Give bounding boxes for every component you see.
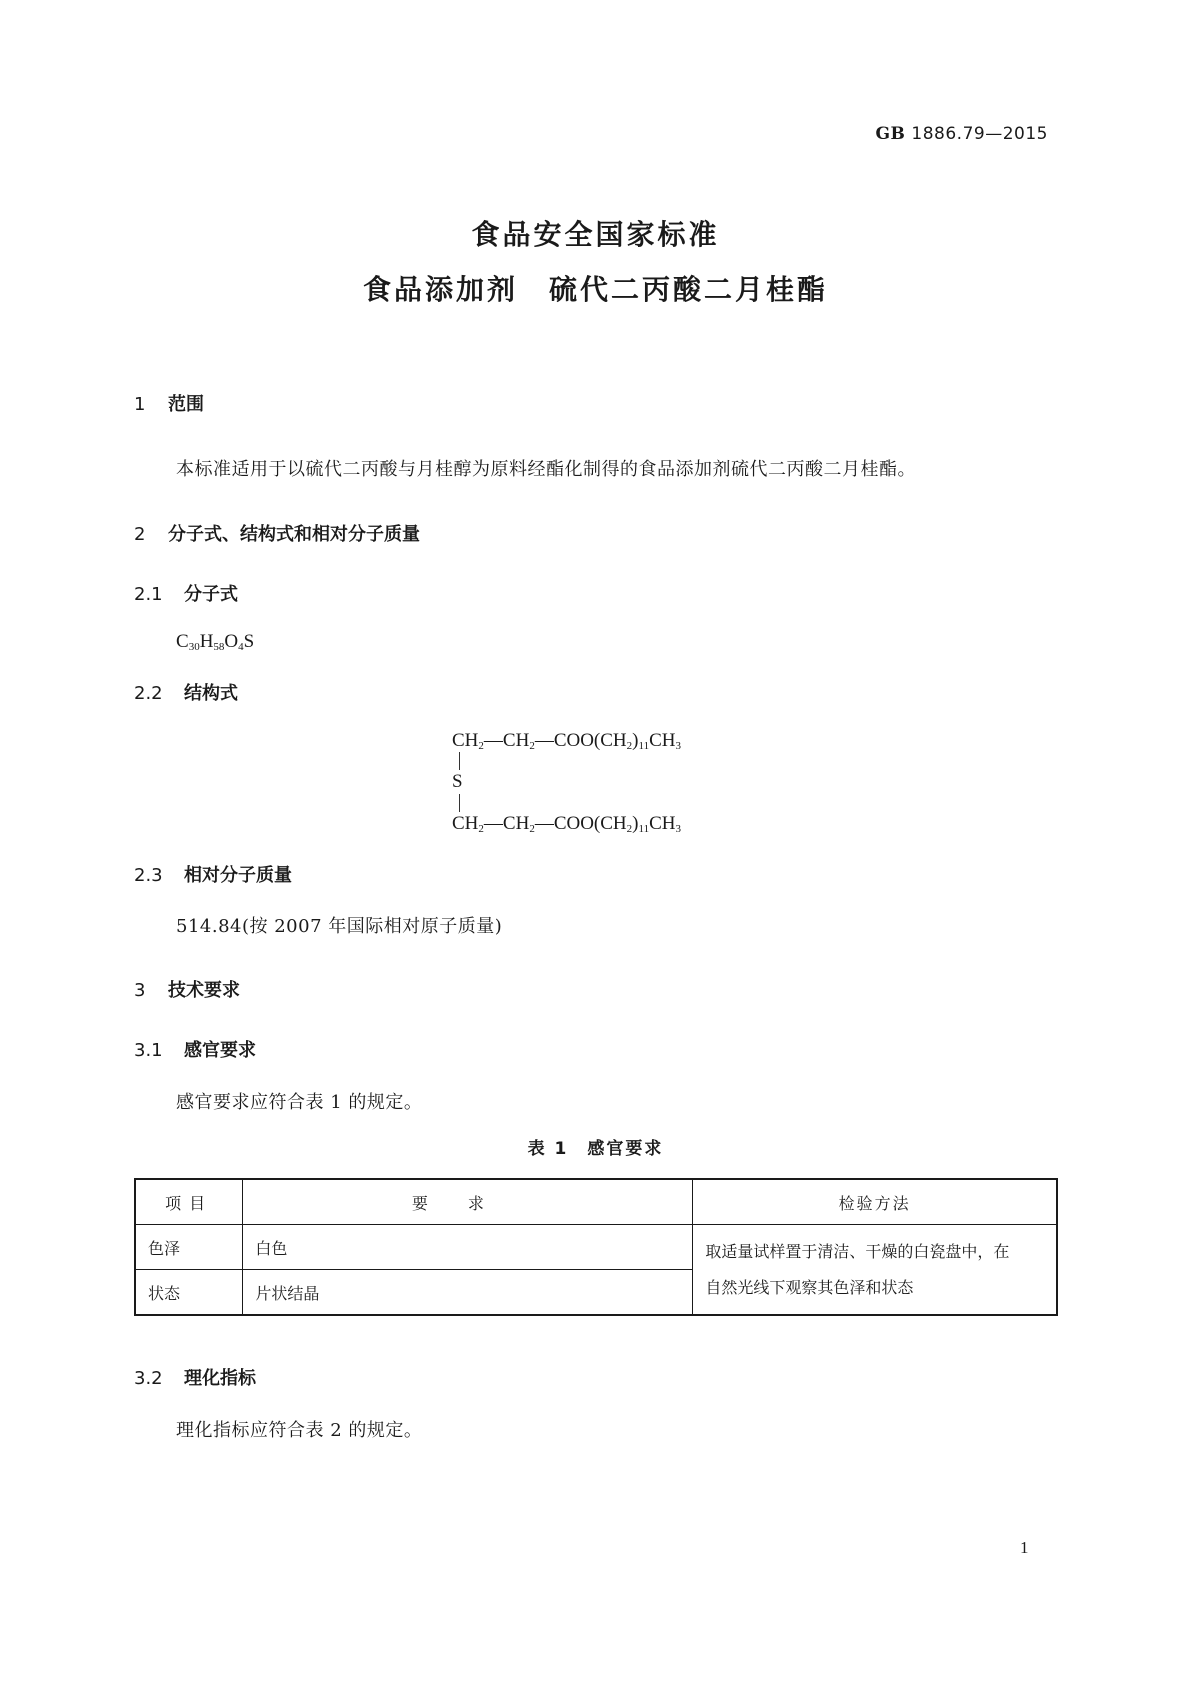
table-cell-requirement: 片状结晶 xyxy=(243,1270,693,1316)
subsection-heading-structural-formula xyxy=(134,679,238,705)
section-number: 2 xyxy=(134,524,146,545)
subsection-heading-sensory xyxy=(134,1036,256,1062)
section-number: 3.2 xyxy=(134,1368,163,1389)
section-number: 1 xyxy=(134,394,146,415)
table-caption: 表 1 感官要求 xyxy=(527,1139,664,1159)
table-cell-requirement: 白色 xyxy=(243,1225,693,1270)
method-line: 取适量试样置于清洁、干燥的白瓷盘中，在 xyxy=(705,1241,1010,1261)
table-header-cell: 要求 xyxy=(243,1179,693,1225)
subsection-heading-molecular-weight xyxy=(134,861,292,887)
sensory-paragraph: 感官要求应符合表 1 的规定。 xyxy=(176,1092,423,1113)
section-title: 范围 xyxy=(168,394,204,415)
standard-code: 1886.79—2015 xyxy=(911,124,1048,144)
subsection-heading-molecular-formula xyxy=(134,580,238,606)
section-number: 2.2 xyxy=(134,683,163,704)
section-title: 理化指标 xyxy=(184,1368,256,1389)
molecular-weight-value: 514.84(按 2007 年国际相对原子质量) xyxy=(176,916,503,937)
bond-line-top xyxy=(459,752,460,770)
scope-paragraph: 本标准适用于以硫代二丙酸与月桂醇为原料经酯化制得的食品添加剂硫代二丙酸二月桂酯。 xyxy=(176,459,916,480)
section-number: 2.3 xyxy=(134,865,163,886)
table-cell-method xyxy=(693,1225,1057,1316)
physicochemical-paragraph: 理化指标应符合表 2 的规定。 xyxy=(176,1420,423,1441)
section-number: 3.1 xyxy=(134,1040,163,1061)
structure-top-chain: $CH_2—CH_2—COO(CH_2)_{11}CH_3$ xyxy=(452,730,681,752)
section-number: 2.1 xyxy=(134,584,163,605)
section-title: 分子式 xyxy=(184,584,238,605)
standard-number xyxy=(876,124,1048,144)
section-number: 3 xyxy=(134,980,146,1001)
section-heading-formula-structure xyxy=(134,520,420,546)
standard-prefix: GB xyxy=(875,124,906,144)
table-cell-item: 色泽 xyxy=(135,1225,243,1270)
document-title: 食品安全国家标准 xyxy=(471,218,720,251)
page-number: 1 xyxy=(1020,1538,1029,1557)
document-subtitle: 食品添加剂 硫代二丙酸二月桂酯 xyxy=(362,273,828,306)
section-title: 分子式、结构式和相对分子质量 xyxy=(168,524,420,545)
structure-sulfur: S xyxy=(452,771,463,792)
section-heading-scope xyxy=(134,390,204,416)
section-title: 技术要求 xyxy=(168,980,240,1001)
section-title: 相对分子质量 xyxy=(184,865,292,886)
table-row xyxy=(135,1225,1057,1270)
method-line: 自然光线下观察其色泽和状态 xyxy=(705,1277,914,1297)
section-title: 结构式 xyxy=(184,683,238,704)
section-heading-technical-requirements xyxy=(134,976,240,1002)
sensory-requirements-table xyxy=(134,1178,1058,1316)
table-header-row xyxy=(135,1179,1057,1225)
subsection-heading-physicochemical xyxy=(134,1364,256,1390)
molecular-formula: $C_{30}H_{58}O_4S$ xyxy=(176,631,255,653)
table-header-cell: 检验方法 xyxy=(693,1179,1057,1225)
structure-bottom-chain: $CH_2—CH_2—COO(CH_2)_{11}CH_3$ xyxy=(452,813,681,835)
bond-line-bottom xyxy=(459,794,460,812)
section-title: 感官要求 xyxy=(184,1040,256,1061)
table-header-cell: 项目 xyxy=(135,1179,243,1225)
table-cell-item: 状态 xyxy=(135,1270,243,1316)
